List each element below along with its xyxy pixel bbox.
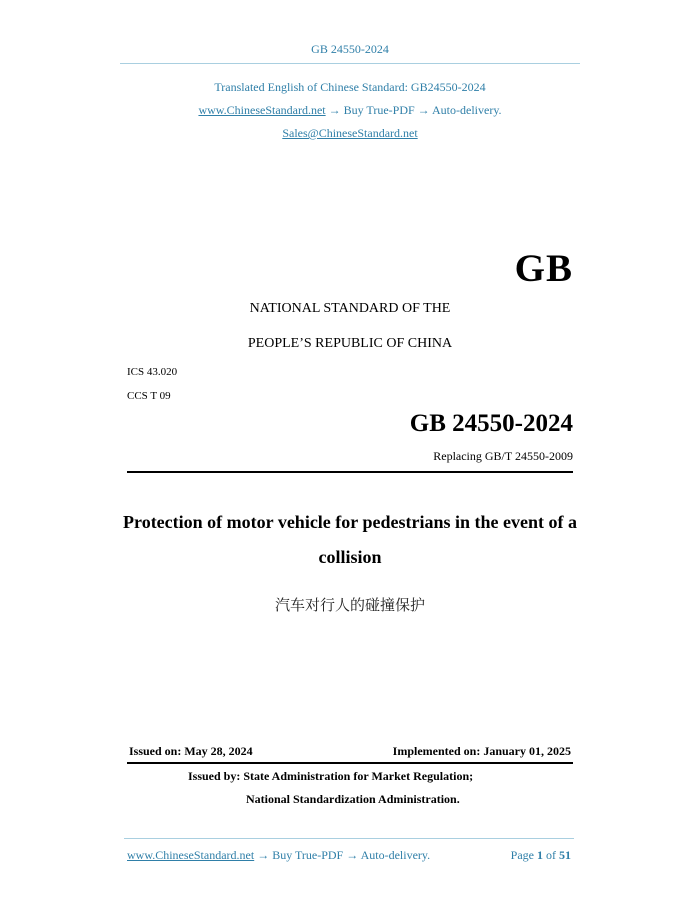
page-number: 1 — [537, 848, 543, 862]
header-divider — [120, 63, 580, 64]
page-indicator — [511, 848, 571, 863]
issued-by-line2: National Standardization Administration. — [246, 792, 460, 806]
arrow-icon: → — [346, 848, 359, 862]
auto-delivery-text: Auto-delivery. — [432, 103, 502, 117]
sales-email-line — [0, 126, 700, 141]
issue-divider — [127, 762, 573, 764]
buy-pdf-text: Buy True-PDF — [343, 103, 415, 117]
purchase-links-line — [0, 103, 700, 118]
total-pages: 51 — [559, 848, 571, 862]
footer-divider — [124, 838, 574, 839]
of-label: of — [546, 848, 556, 862]
standard-number: GB 24550-2024 — [409, 410, 573, 437]
footer-buy-text: Buy True-PDF — [272, 848, 344, 862]
site-link[interactable]: www.ChineseStandard.net — [198, 103, 326, 117]
issued-on-date: Issued on: May 28, 2024 — [129, 744, 253, 758]
document-title-chinese: 汽车对行人的碰撞保护 — [274, 596, 425, 614]
document-title-line2: collision — [318, 547, 382, 567]
national-standard-line2: PEOPLE’S REPUBLIC OF CHINA — [247, 336, 453, 351]
footer-links — [127, 848, 430, 863]
document-title-line1: Protection of motor vehicle for pedestrians in the event of a — [123, 512, 577, 532]
arrow-icon: → — [417, 103, 430, 117]
sales-email-link[interactable]: Sales@ChineseStandard.net — [282, 126, 418, 140]
issued-by-line1: Issued by: State Administration for Market Regulation; — [188, 769, 474, 783]
arrow-icon: → — [257, 848, 270, 862]
ics-code: ICS 43.020 — [127, 366, 178, 378]
footer-site-link[interactable]: www.ChineseStandard.net — [127, 848, 255, 862]
arrow-icon: → — [328, 103, 341, 117]
title-divider — [127, 471, 573, 473]
page-label: Page — [510, 848, 534, 862]
running-header: GB 24550-2024 — [311, 42, 389, 56]
national-standard-line1: NATIONAL STANDARD OF THE — [249, 301, 451, 316]
footer-delivery-text: Auto-delivery. — [360, 848, 431, 862]
gb-mark: GB — [514, 247, 573, 290]
implemented-on-date: Implemented on: January 01, 2025 — [392, 744, 571, 758]
replacing-note: Replacing GB/T 24550-2009 — [433, 449, 573, 463]
ccs-code: CCS T 09 — [127, 390, 171, 402]
translation-notice: Translated English of Chinese Standard: GB24550-2024 — [214, 80, 486, 94]
